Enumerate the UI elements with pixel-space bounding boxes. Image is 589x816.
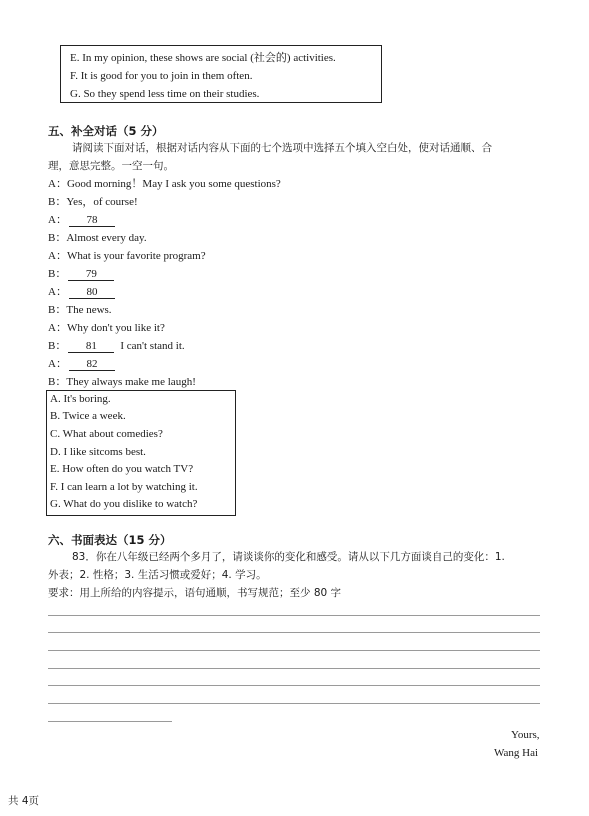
letter-closing: Yours, <box>511 729 540 741</box>
writing-requirement: 要求：用上所给的内容提示，语句通顺，书写规范；至少 80 字 <box>48 587 342 599</box>
dialogue-line-12 <box>48 375 196 389</box>
section5-instruction-line1: 请阅读下面对话，根据对话内容从下面的七个选项中选择五个填入空白处，使对话通顺、合 <box>72 142 492 154</box>
dialogue-line-10 <box>48 339 185 353</box>
speaker-label: B： <box>48 304 67 316</box>
section5-heading: 五、补全对话（5 分） <box>48 124 164 138</box>
dialogue-text: The news. <box>66 304 112 316</box>
dialogue-line-6 <box>48 267 114 281</box>
dialogue-line-1 <box>48 177 281 191</box>
option-b: B. Twice a week. <box>50 410 126 422</box>
section6-heading: 六、书面表达（15 分） <box>48 533 172 547</box>
speaker-label: A： <box>48 250 67 262</box>
dialogue-line-11 <box>48 357 115 371</box>
writing-line[interactable] <box>48 685 540 686</box>
writing-line[interactable] <box>48 632 540 633</box>
dialogue-text: They always make me laugh! <box>66 376 196 388</box>
dialogue-text: Why don't you like it? <box>66 322 165 334</box>
writing-prompt-line1: 83．你在八年级已经两个多月了，请谈谈你的变化和感受。请从以下几方面谈自己的变化：1. <box>72 551 505 563</box>
writing-line-short[interactable] <box>48 721 172 722</box>
speaker-label: A： <box>48 322 67 334</box>
writing-line[interactable] <box>48 650 540 651</box>
option-a: A. It's boring. <box>50 393 111 405</box>
speaker-label: B： <box>48 376 67 388</box>
section5-instruction-line2: 理，意思完整。一空一句。 <box>48 160 174 172</box>
dialogue-line-9 <box>48 321 165 335</box>
speaker-label: B： <box>48 232 67 244</box>
speaker-label: B： <box>48 340 67 352</box>
dialogue-line-4 <box>48 231 147 245</box>
speaker-label: A： <box>48 178 67 190</box>
dialogue-line-8 <box>48 303 112 317</box>
top-option-e: E. In my opinion, these shows are social (社会的) activities. <box>70 52 336 64</box>
dialogue-text: I can't stand it. <box>120 340 185 352</box>
speaker-label: A： <box>48 358 67 370</box>
answer-blank-82[interactable]: 82 <box>69 358 115 371</box>
dialogue-text: Good morning！May I ask you some questions? <box>66 178 281 190</box>
speaker-label: B： <box>48 196 67 208</box>
top-option-f: F. It is good for you to join in them often. <box>70 70 253 82</box>
option-f: F. I can learn a lot by watching it. <box>50 481 198 493</box>
writing-line[interactable] <box>48 703 540 704</box>
writing-line[interactable] <box>48 668 540 669</box>
speaker-label: A： <box>48 214 67 226</box>
dialogue-line-3 <box>48 213 115 227</box>
top-option-g: G. So they spend less time on their studies. <box>70 88 260 100</box>
writing-line[interactable] <box>48 615 540 616</box>
option-e: E. How often do you watch TV? <box>50 463 194 475</box>
answer-blank-79[interactable]: 79 <box>68 268 114 281</box>
dialogue-line-2 <box>48 195 138 209</box>
writing-prompt-line2: 外表；2. 性格；3. 生活习惯或爱好；4. 学习。 <box>48 569 267 581</box>
dialogue-text: Almost every day. <box>66 232 147 244</box>
option-c: C. What about comedies? <box>50 428 163 440</box>
answer-blank-80[interactable]: 80 <box>69 286 115 299</box>
option-d: D. I like sitcoms best. <box>50 446 146 458</box>
answer-blank-78[interactable]: 78 <box>69 214 115 227</box>
page-count: 共 4页 <box>8 795 40 807</box>
dialogue-text: What is your favorite program? <box>66 250 206 262</box>
dialogue-line-7 <box>48 285 115 299</box>
option-g: G. What do you dislike to watch? <box>50 498 198 510</box>
letter-signature: Wang Hai <box>494 747 539 759</box>
dialogue-text: Yes，of course! <box>66 196 138 208</box>
speaker-label: A： <box>48 286 67 298</box>
dialogue-line-5 <box>48 249 206 263</box>
speaker-label: B： <box>48 268 67 280</box>
answer-blank-81[interactable]: 81 <box>68 340 114 353</box>
